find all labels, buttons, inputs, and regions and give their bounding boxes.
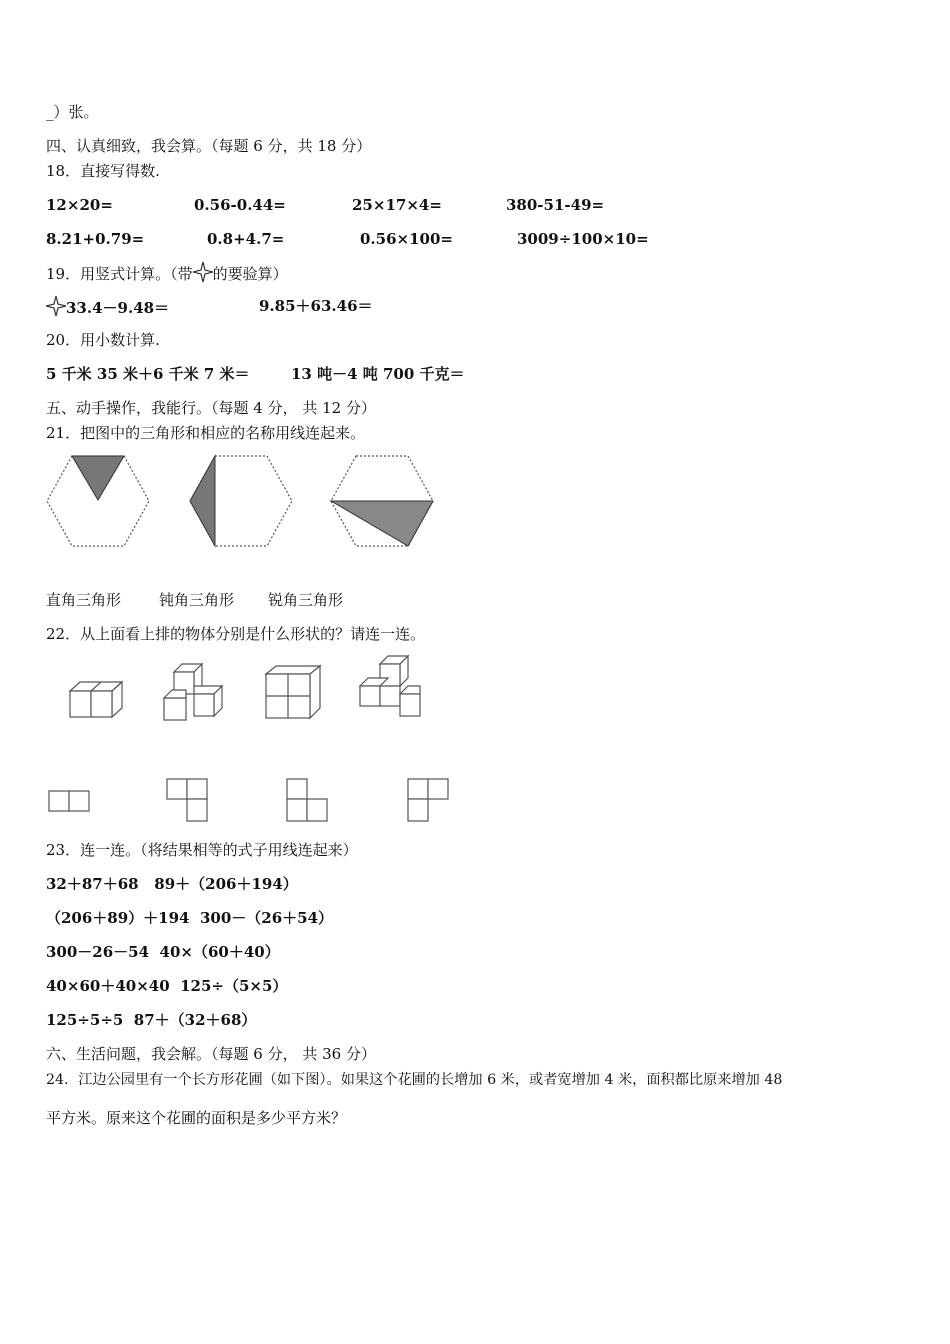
q18-expr: 8.21+0.79= [46,230,145,248]
q23-left-expr: 300－26－54 [46,943,150,961]
q23-row [46,874,298,894]
hexagon-figure-1 [46,454,150,548]
q23-row [46,976,287,996]
q23-row [46,1010,256,1030]
hexagon-figure-3 [330,454,434,548]
q18-expr: 3009÷100×10= [517,230,649,248]
section-heading-5: 五、动手操作，我能行。（每题 4 分， 共 12 分） [46,399,376,417]
q23-left-expr: 125÷5÷5 [46,1011,124,1029]
cube-stack-2 [162,662,224,722]
question-20-title: 20．用小数计算. [46,331,160,349]
cube-stack-1 [68,674,124,720]
q23-row [46,942,280,962]
question-23-title: 23．连一连。（将结果相等的式子用线连起来） [46,841,358,859]
top-view-4 [407,778,453,824]
q23-row [46,908,333,928]
q19-expr-1 [46,296,169,318]
q23-right-expr: 125÷（5×5） [180,977,288,995]
q19-expr-text: 33.4－9.48＝ [66,299,170,317]
hexagon-figure-2 [189,454,293,548]
q23-left-expr: 32＋87＋68 [46,875,139,893]
q21-name-right-triangle: 直角三角形 [46,591,122,609]
star-icon [46,296,66,316]
top-view-2 [166,778,212,824]
section-heading-6: 六、生活问题，我会解。（每题 6 分， 共 36 分） [46,1045,376,1063]
q21-name-obtuse-triangle: 钝角三角形 [159,591,235,609]
q23-right-expr: 89＋（206＋194） [154,875,298,893]
q21-name-acute-triangle: 锐角三角形 [268,591,344,609]
q20-expr-2: 13 吨－4 吨 700 千克＝ [291,365,465,383]
q23-right-expr: 300－（26＋54） [199,909,334,927]
cube-stack-4 [358,654,424,720]
q19-title-end: 的要验算） [212,265,288,283]
cube-stack-3 [264,662,322,720]
q23-left-expr: 40×60＋40×40 [46,977,170,995]
top-view-1 [48,789,92,813]
q18-expr: 0.8+4.7= [207,230,285,248]
star-icon [193,262,213,282]
q19-expr-2: 9.85＋63.46＝ [259,297,373,315]
q18-expr: 0.56×100= [360,230,453,248]
question-21-title: 21．把图中的三角形和相应的名称用线连起来。 [46,424,366,442]
q20-expr-1: 5 千米 35 米＋6 千米 7 米＝ [46,365,250,383]
q18-expr: 25×17×4= [352,196,442,214]
q18-expr: 0.56-0.44= [194,196,286,214]
question-24-line-2: 平方米。原来这个花圃的面积是多少平方米？ [46,1109,347,1127]
section-heading-4: 四、认真细致，我会算。（每题 6 分，共 18 分） [46,137,372,155]
q18-expr: 380-51-49= [506,196,605,214]
top-view-3 [286,778,332,824]
question-18-title: 18．直接写得数. [46,162,160,180]
q23-left-expr: （206＋89）＋194 [46,909,190,927]
q18-expr: 12×20= [46,196,113,214]
q23-right-expr: 40×（60＋40） [159,943,280,961]
question-19-title [46,262,288,284]
question-22-title: 22．从上面看上排的物体分别是什么形状的？请连一连。 [46,625,426,643]
question-24-line-1: 24．江边公园里有一个长方形花圃（如下图）。如果这个花圃的长增加 6 米，或者宽增加 4 米，面积都比原来增加 48 [46,1072,783,1088]
q19-title-start: 19．用竖式计算。（带 [46,265,193,283]
q23-right-expr: 87＋（32＋68） [133,1011,257,1029]
text-line: _）张。 [46,103,99,121]
